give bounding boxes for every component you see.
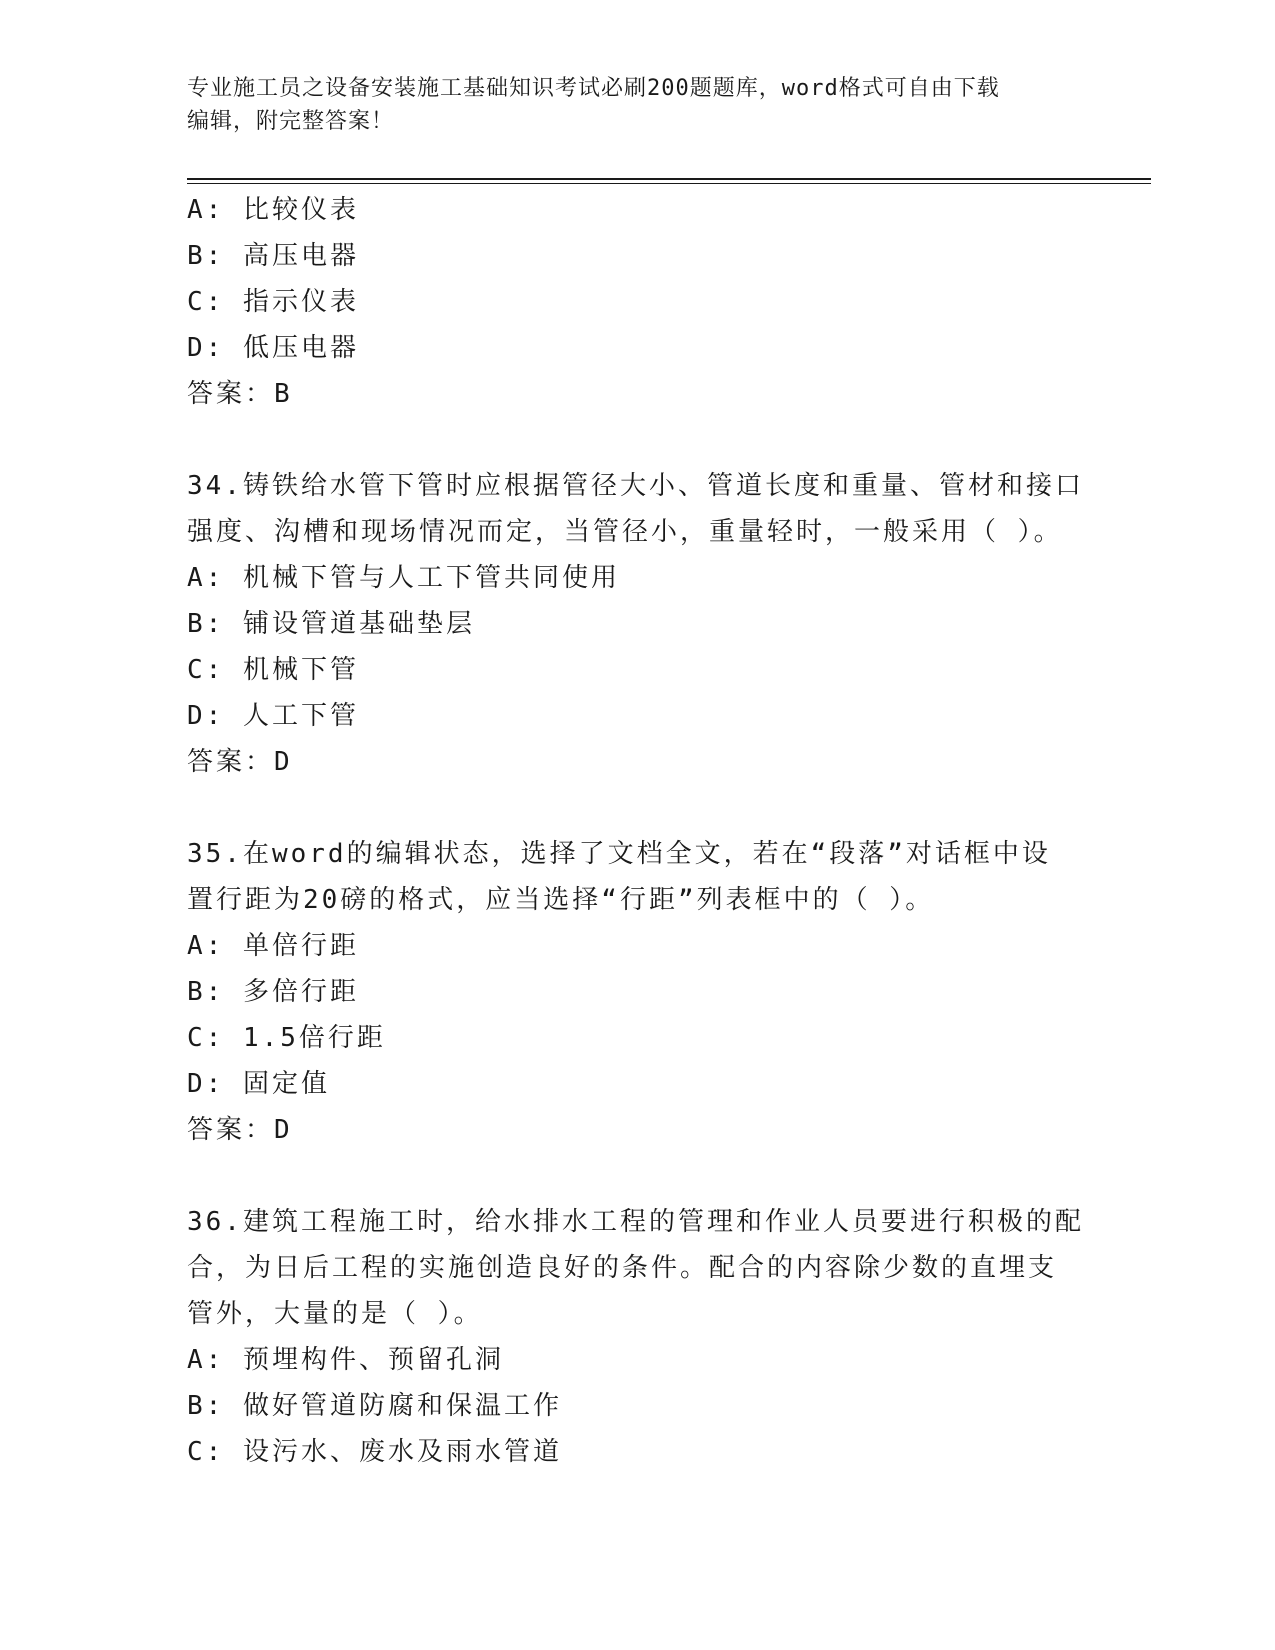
spacer (187, 417, 1087, 463)
option-c: C: 机械下管 (187, 655, 359, 685)
question-list (187, 187, 1087, 1475)
question-stem: 35.在word的编辑状态，选择了文档全文，若在“段落”对话框中设 (187, 839, 1051, 869)
answer: 答案：B (187, 379, 293, 409)
answer: 答案：D (187, 1115, 293, 1145)
question-stem: 34.铸铁给水管下管时应根据管径大小、管道长度和重量、管材和接口 (187, 471, 1084, 501)
answer: 答案：D (187, 747, 293, 777)
option-c: C: 1.5倍行距 (187, 1023, 386, 1053)
question-stem: 合，为日后工程的实施创造良好的条件。配合的内容除少数的直埋支 (187, 1253, 1058, 1283)
option-d: D: 人工下管 (187, 701, 359, 731)
option-c: C: 指示仪表 (187, 287, 359, 317)
question-36 (187, 1199, 1087, 1475)
spacer (187, 1153, 1087, 1199)
option-c: C: 设污水、废水及雨水管道 (187, 1437, 562, 1467)
question-33 (187, 187, 1087, 417)
spacer (187, 785, 1087, 831)
option-b: B: 铺设管道基础垫层 (187, 609, 475, 639)
option-b: B: 多倍行距 (187, 977, 359, 1007)
option-a: A: 比较仪表 (187, 195, 359, 225)
question-stem: 置行距为20磅的格式，应当选择“行距”列表框中的（ ）。 (187, 885, 935, 915)
option-a: A: 预埋构件、预留孔洞 (187, 1345, 504, 1375)
option-d: D: 低压电器 (187, 333, 359, 363)
question-stem: 强度、沟槽和现场情况而定，当管径小，重量轻时，一般采用（ ）。 (187, 517, 1063, 547)
page-header (187, 72, 1087, 138)
option-b: B: 做好管道防腐和保温工作 (187, 1391, 562, 1421)
question-35 (187, 831, 1087, 1153)
header-rule (187, 178, 1151, 180)
question-34 (187, 463, 1087, 785)
question-stem: 管外，大量的是（ ）。 (187, 1299, 483, 1329)
question-stem: 36.建筑工程施工时，给水排水工程的管理和作业人员要进行积极的配 (187, 1207, 1084, 1237)
option-d: D: 固定值 (187, 1069, 330, 1099)
option-a: A: 机械下管与人工下管共同使用 (187, 563, 620, 593)
option-a: A: 单倍行距 (187, 931, 359, 961)
header-line-1: 专业施工员之设备安装施工基础知识考试必刷200题题库，word格式可自由下载 (187, 76, 1000, 101)
header-rule-thin (187, 183, 1151, 184)
option-b: B: 高压电器 (187, 241, 359, 271)
header-line-2: 编辑，附完整答案！ (187, 109, 395, 134)
